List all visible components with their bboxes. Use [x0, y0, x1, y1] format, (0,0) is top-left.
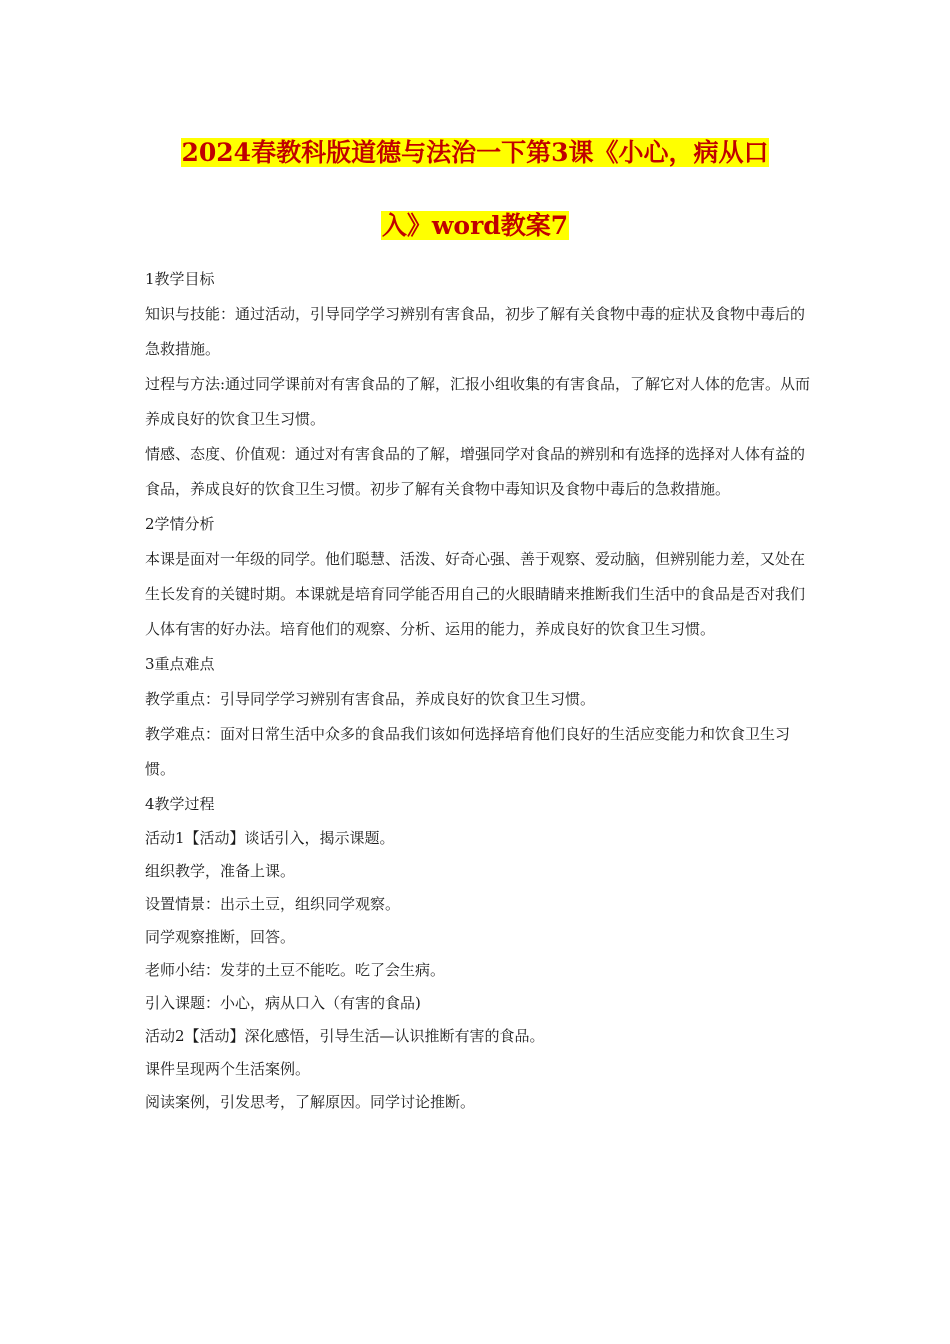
list-item: 同学观察推断，回答。 [145, 928, 296, 946]
document-title-line-1 [0, 136, 950, 170]
list-item: 活动1【活动】谈话引入，揭示课题。 [145, 829, 395, 847]
section-heading-process: 4教学过程 [145, 795, 215, 813]
list-item: 组织教学，准备上课。 [145, 862, 296, 880]
document-body [145, 262, 815, 1119]
title-highlight-2: 入》word教案7 [381, 211, 569, 240]
list-item: 课件呈现两个生活案例。 [145, 1060, 311, 1078]
paragraph-key-point: 教学重点：引导同学学习辨别有害食品，养成良好的饮食卫生习惯。 [145, 690, 596, 708]
document-title-line-2 [0, 209, 950, 243]
list-item: 设置情景：出示土豆，组织同学观察。 [145, 895, 401, 913]
paragraph-process-methods: 过程与方法:通过同学课前对有害食品的了解，汇报小组收集的有害食品，了解它对人体的危害。从而养成良好的饮食卫生习惯。 [145, 375, 811, 428]
paragraph-knowledge-skills: 知识与技能：通过活动，引导同学学习辨别有害食品，初步了解有关食物中毒的症状及食物中毒后的急救措施。 [145, 305, 806, 358]
list-item: 引入课题：小心，病从口入（有害的食品) [145, 994, 421, 1012]
list-item: 老师小结：发芽的土豆不能吃。吃了会生病。 [145, 961, 446, 979]
paragraph-difficulty: 教学难点：面对日常生活中众多的食品我们该如何选择培育他们良好的生活应变能力和饮食卫生习惯。 [145, 725, 791, 778]
list-item: 阅读案例，引发思考，了解原因。同学讨论推断。 [145, 1093, 476, 1111]
section-heading-key-points: 3重点难点 [145, 655, 215, 673]
title-highlight-1: 2024春教科版道德与法治一下第3课《小心，病从口 [181, 138, 769, 167]
paragraph-attitude-values: 情感、态度、价值观：通过对有害食品的了解，增强同学对食品的辨别和有选择的选择对人体有益的食品，养成良好的饮食卫生习惯。初步了解有关食物中毒知识及食物中毒后的急救措施。 [145, 445, 806, 498]
paragraph-analysis: 本课是面对一年级的同学。他们聪慧、活泼、好奇心强、善于观察、爱动脑，但辨别能力差，又处在生长发育的关键时期。本课就是培育同学能否用自己的火眼睛睛来推断我们生活中的食品是否对我们人体有害的好办法。培育他们的观察、分析、运用的能力，养成良好的饮食卫生习惯。 [145, 550, 806, 638]
list-item: 活动2【活动】深化感悟，引导生活—认识推断有害的食品。 [145, 1027, 545, 1045]
section-heading-analysis: 2学情分析 [145, 515, 215, 533]
section-heading-objectives: 1教学目标 [145, 270, 215, 288]
